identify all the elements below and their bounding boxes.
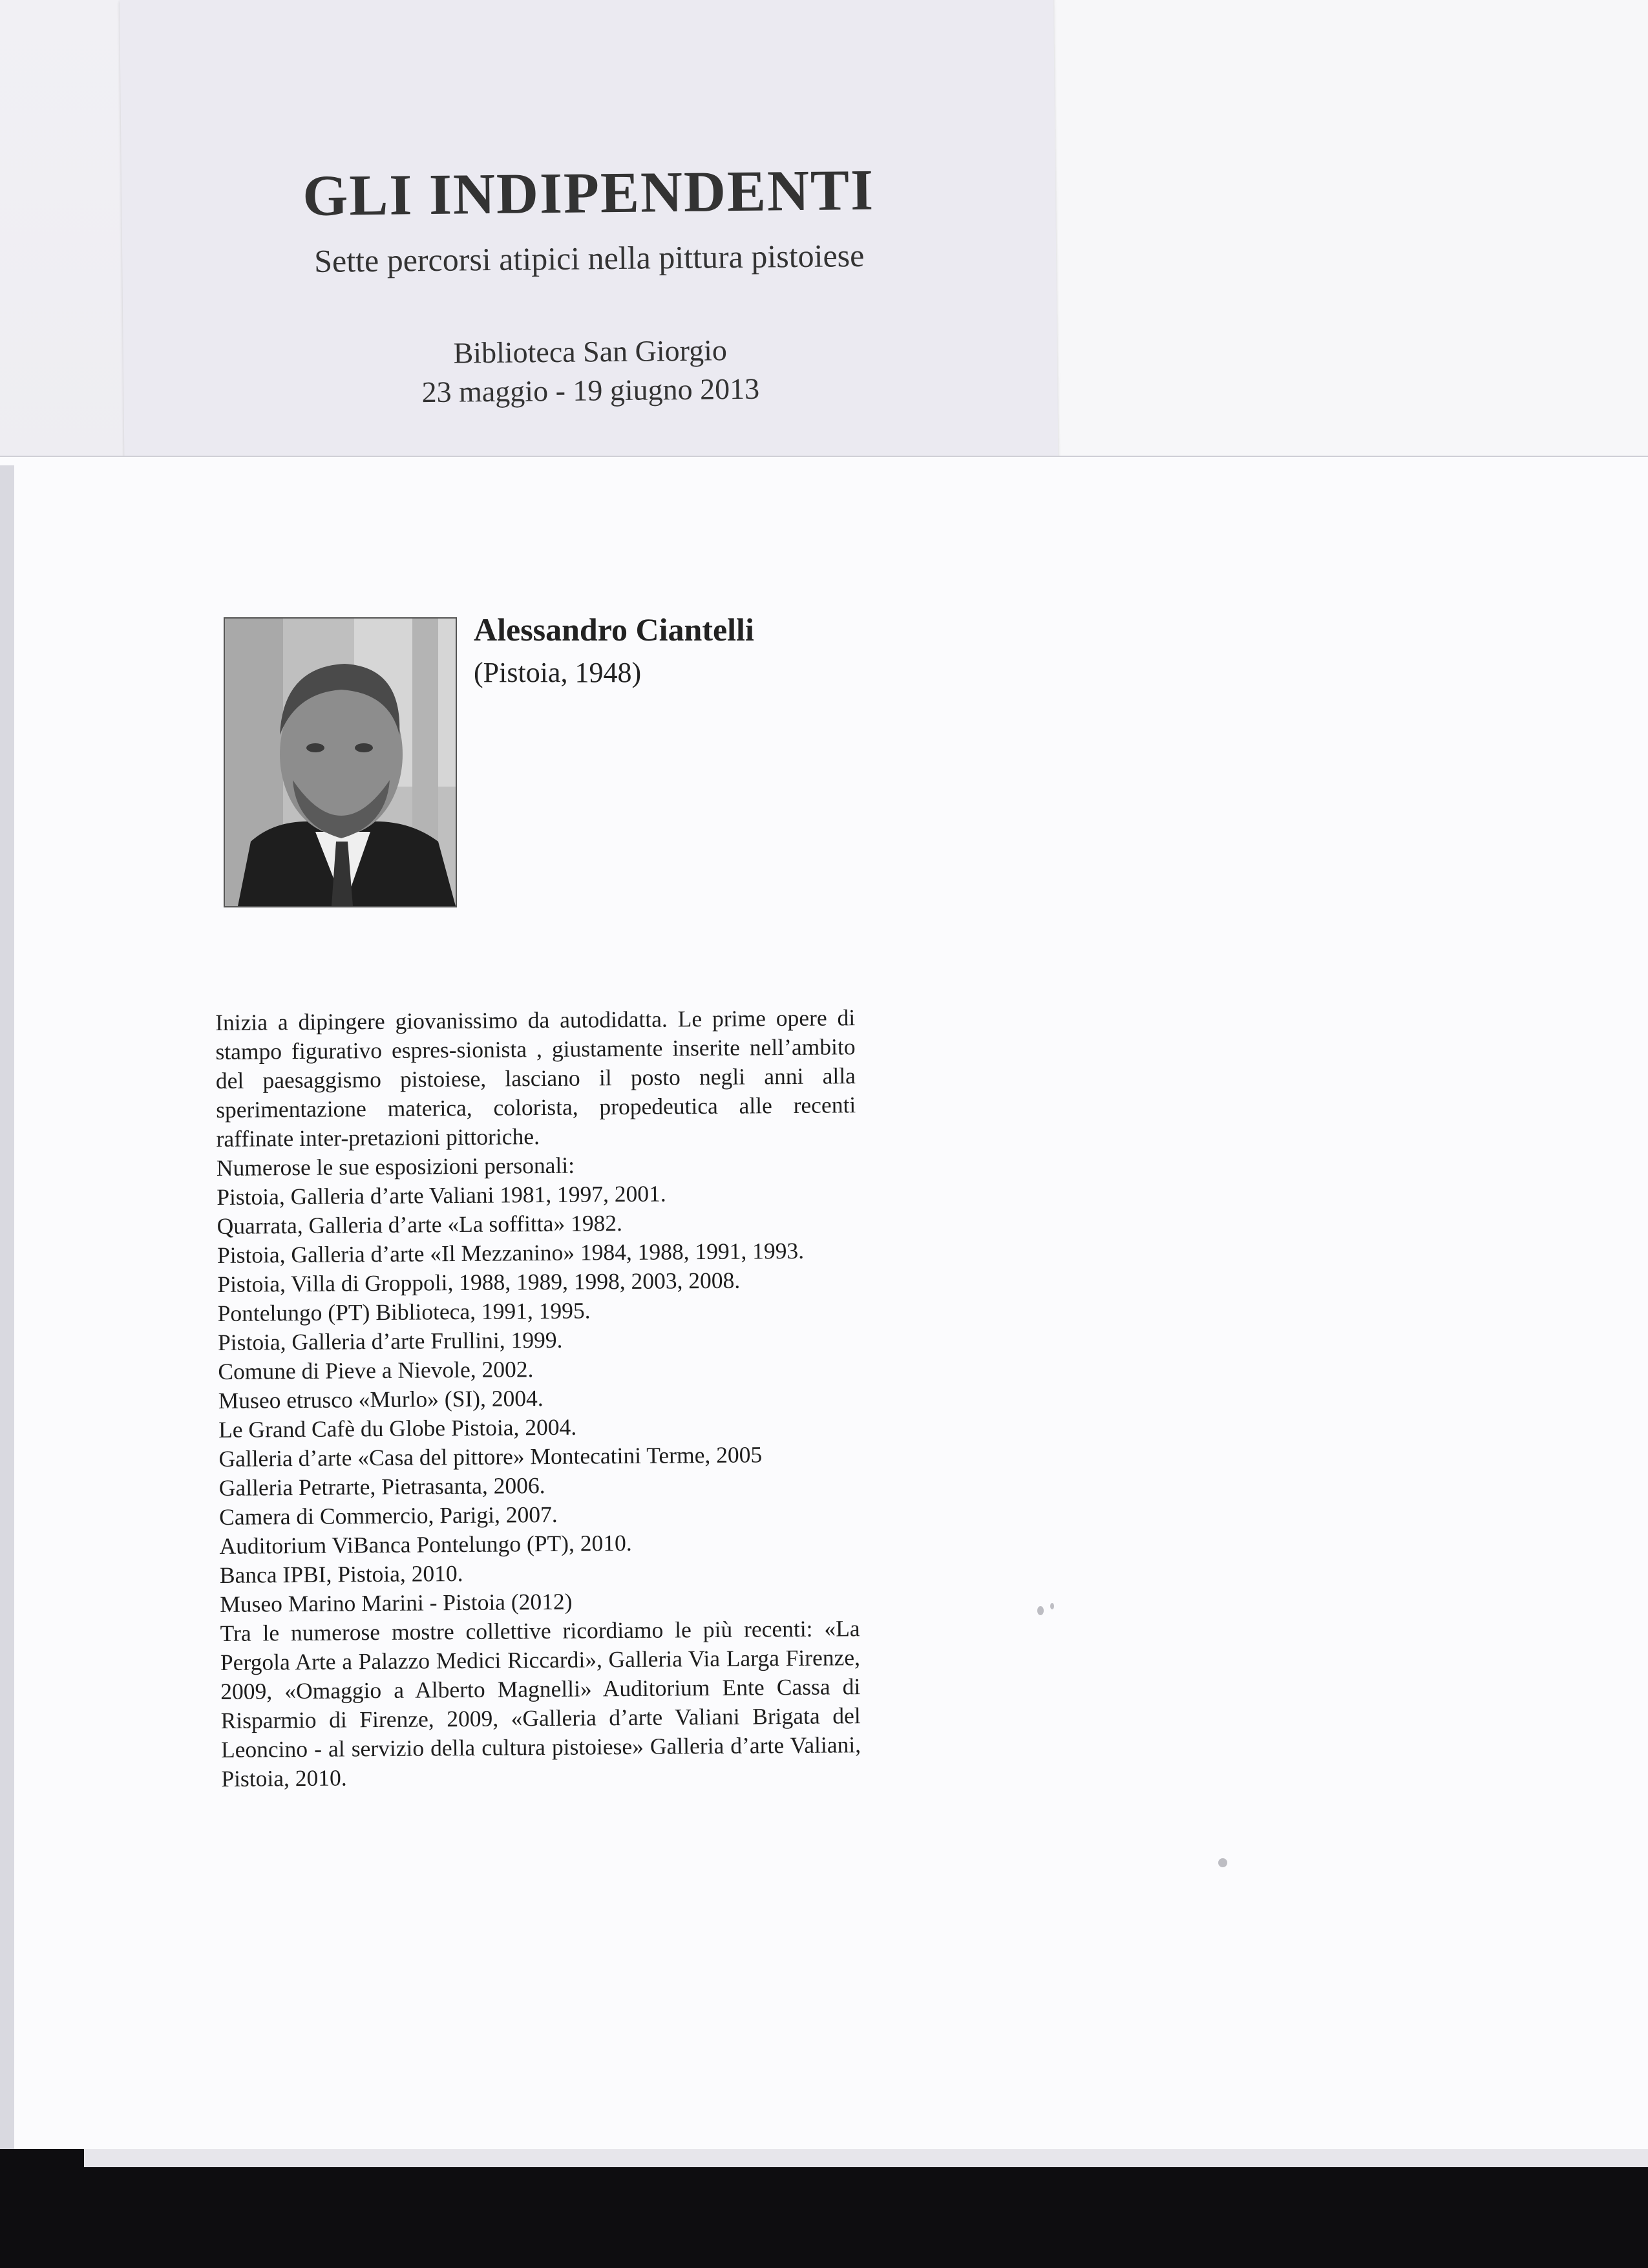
bio-intro: Inizia a dipingere giovanissimo da autodidatta. Le prime opere di stampo figurativo espres-sionista , giustamente inserite nell’ambito del paesaggismo pistoiese, lasciano il posto negli anni alla sperimentazione materica, colorista, propedeutica alle recenti raffinate inter-pretazioni pittoriche. [215,1004,856,1152]
artist-origin: (Pistoia, 1948) [474,657,642,688]
page-bottom-edge [84,2149,1648,2167]
list-item: Pistoia, Galleria d’arte Valiani 1981, 1997, 2001. [217,1180,666,1210]
list-item: Auditorium ViBanca Pontelungo (PT), 2010. [219,1529,632,1559]
artist-name: Alessandro Ciantelli [474,611,754,648]
list-item: Galleria Petrarte, Pietrasanta, 2006. [218,1472,545,1501]
list-item: Pistoia, Villa di Groppoli, 1988, 1989, 1998, 2003, 2008. [217,1267,741,1297]
list-item: Museo Marino Marini - Pistoia (2012) [220,1588,573,1617]
exhibition-flyer [120,0,1059,475]
list-item: Pistoia, Galleria d’arte Frullini, 1999. [217,1326,563,1355]
list-item: Banca IPBI, Pistoia, 2010. [219,1560,463,1588]
flyer-dates: 23 maggio - 19 giugno 2013 [421,372,760,409]
list-item: Museo etrusco «Murlo» (SI), 2004. [218,1385,544,1414]
list-item: Galleria d’arte «Casa del pittore» Montecatini Terme, 2005 [218,1441,763,1472]
portrait-photo-icon [225,619,456,906]
scan-speck [1050,1603,1054,1609]
background-card [1047,0,1648,459]
exhibitions-heading: Numerose le sue esposizioni personali: [216,1152,575,1181]
flyer-venue: Biblioteca San Giorgio [453,334,728,370]
list-item: Camera di Commercio, Parigi, 2007. [219,1501,558,1530]
artist-biography [215,1003,861,1794]
list-item: Le Grand Cafè du Globe Pistoia, 2004. [218,1414,577,1443]
list-item: Pontelungo (PT) Biblioteca, 1991, 1995. [217,1297,591,1326]
artist-portrait [224,617,457,907]
list-item: Quarrata, Galleria d’arte «La soffitta» 1982. [217,1210,623,1239]
flyer-subtitle: Sette percorsi atipici nella pittura pistoiese [313,237,865,279]
list-item: Comune di Pieve a Nievole, 2002. [218,1356,534,1384]
scan-speck [1218,1858,1227,1867]
flyer-title: GLI INDIPENDENTI [302,158,875,229]
scan-speck [1037,1606,1044,1615]
bio-collective-exhibitions: Tra le numerose mostre collettive ricordiamo le più recenti: «La Pergola Arte a Palazzo Medici Riccardi», Galleria Via Larga Firenze, 2009, «Omaggio a Alberto Magnelli» Auditorium Ente Cassa di Risparmio di Firenze, 2009, «Galleria d’arte Valiani Brigata del Leoncino - al servizio della cultura pistoiese» Galleria d’arte Valiani, Pistoia, 2010. [220,1615,861,1792]
page-edge [0,465,14,2159]
exhibition-list [217,1178,860,1619]
list-item: Pistoia, Galleria d’arte «Il Mezzanino» 1984, 1988, 1991, 1993. [217,1237,805,1268]
